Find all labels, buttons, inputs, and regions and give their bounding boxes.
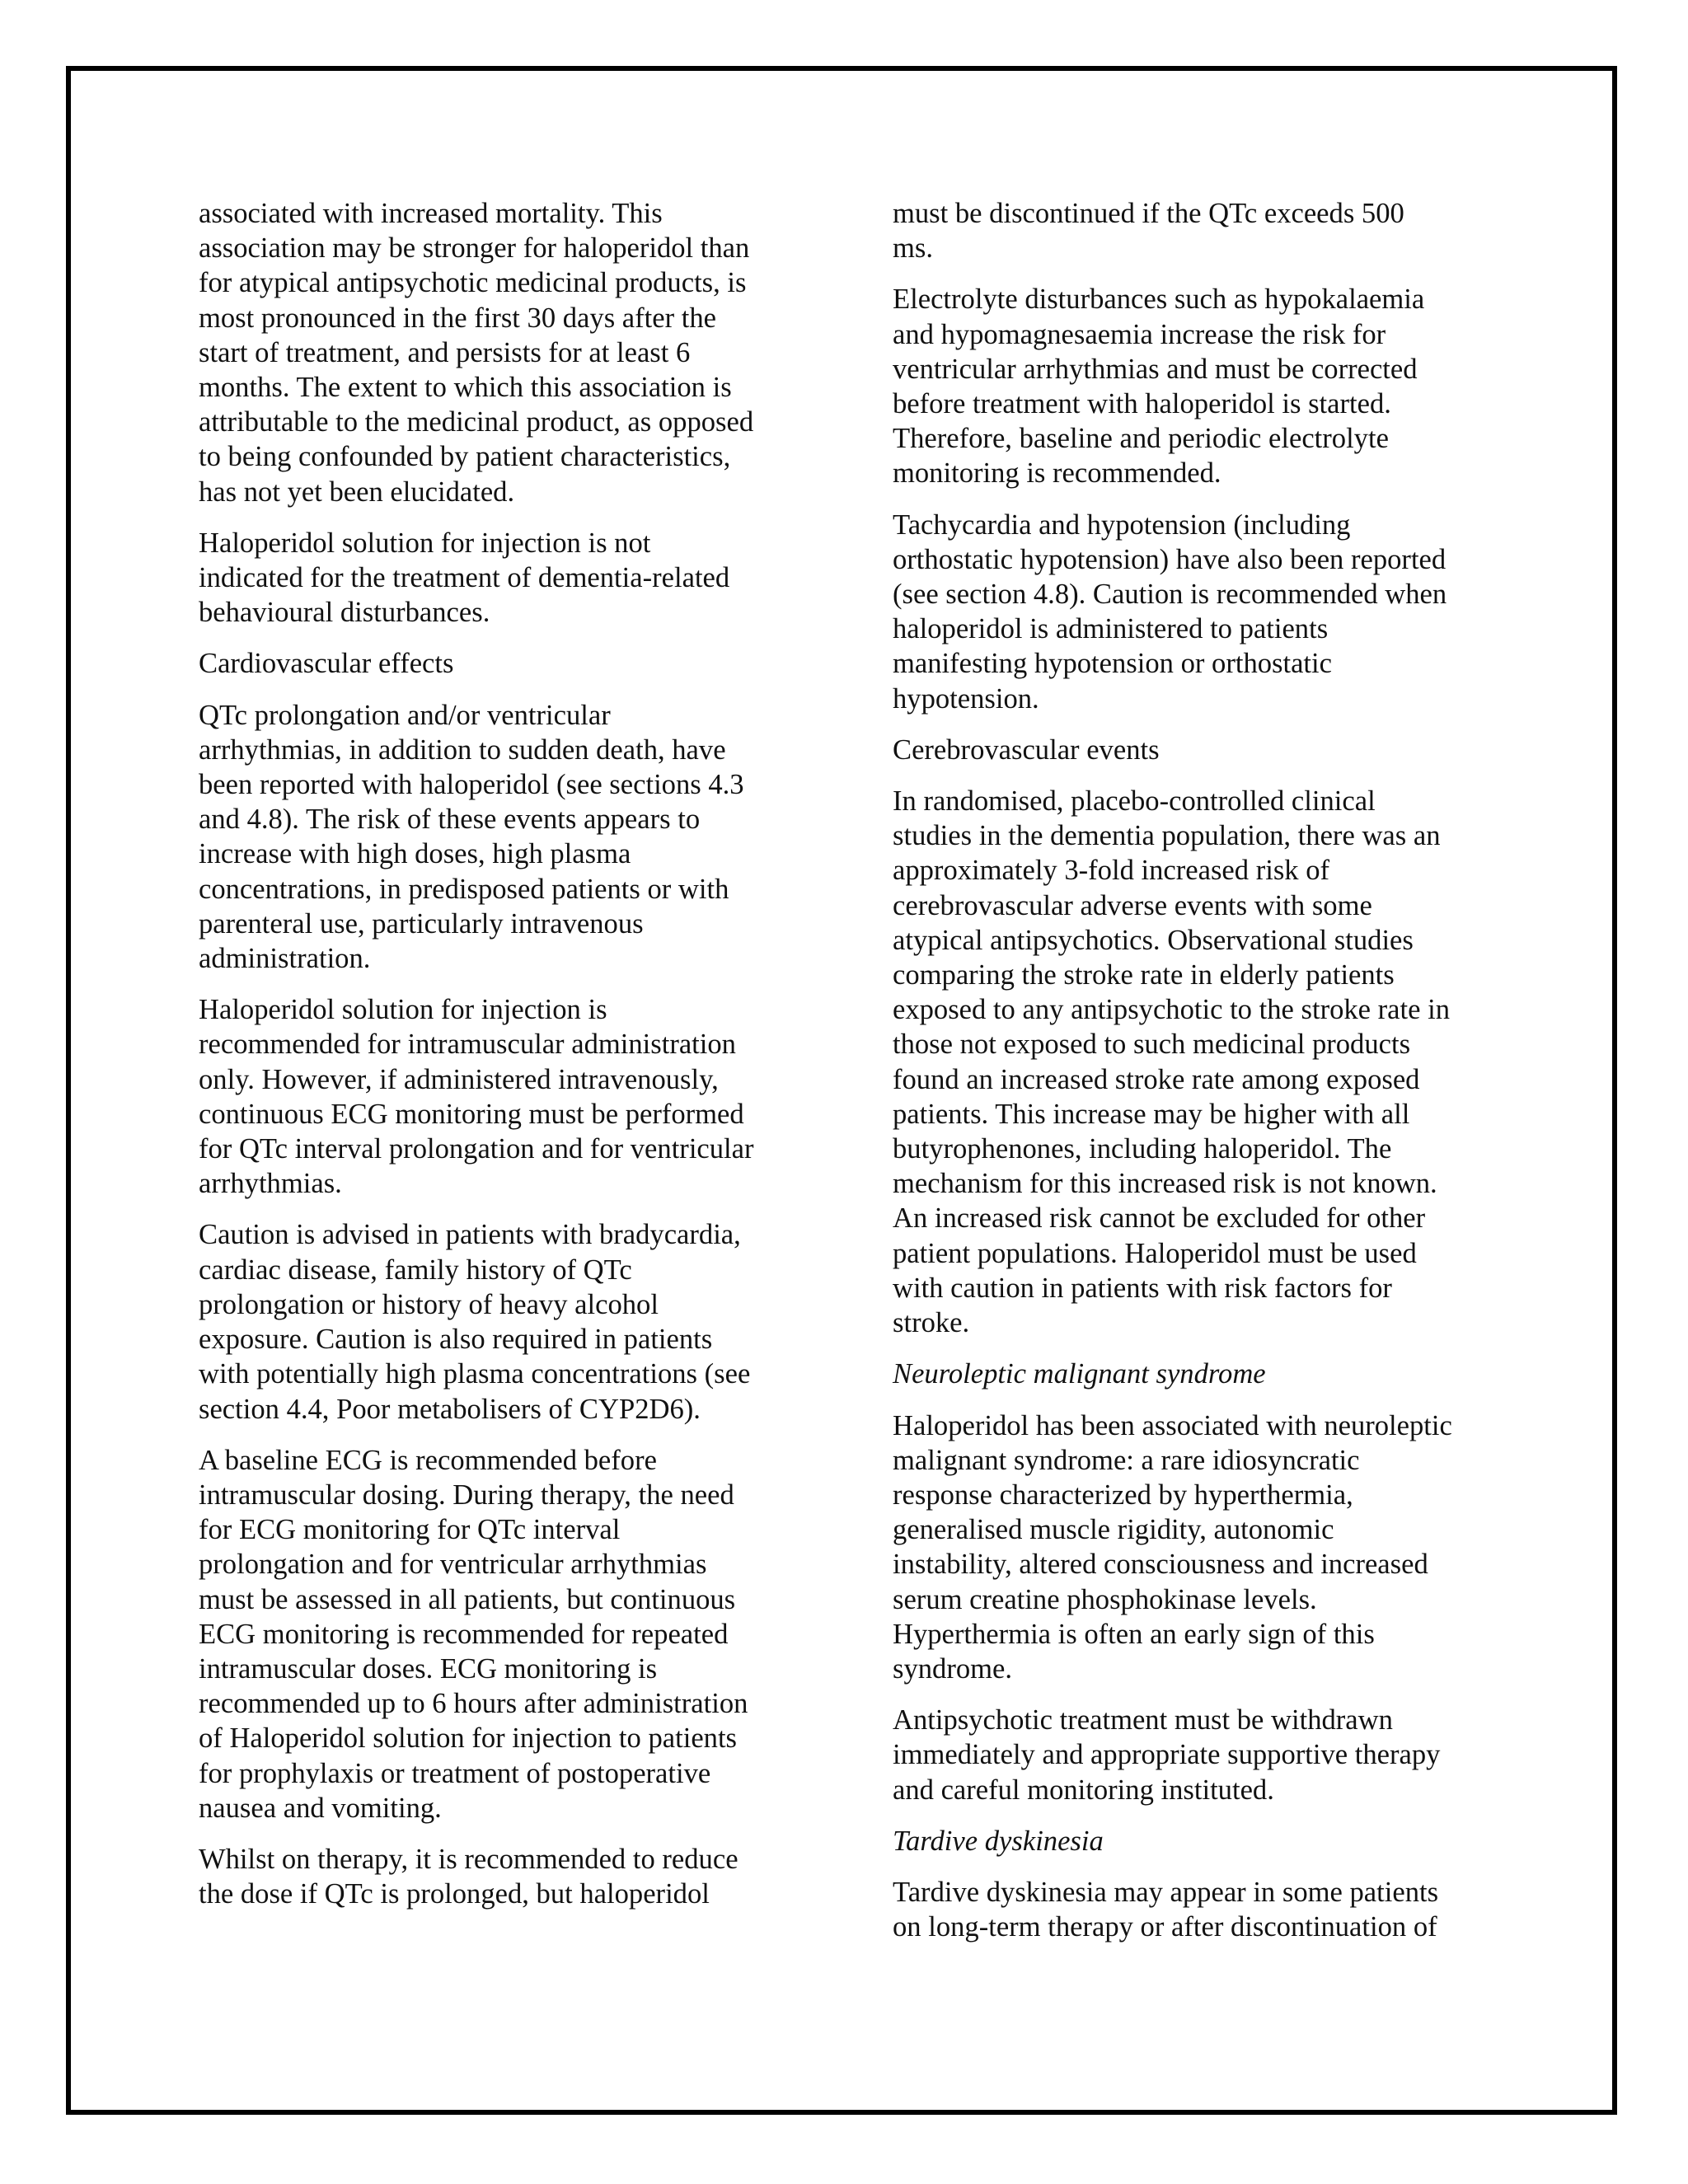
text-line: the dose if QTc is prolonged, but haloperidol xyxy=(199,1878,710,1910)
paragraph-stroke-risk xyxy=(893,784,1503,1340)
text-line: Therefore, baseline and periodic electrolyte xyxy=(893,423,1389,455)
text-line: response characterized by hyperthermia, xyxy=(893,1479,1353,1511)
text-line: (see section 4.8). Caution is recommended when xyxy=(893,579,1447,611)
text-line: cerebrovascular adverse events with some xyxy=(893,889,1372,921)
text-line: most pronounced in the first 30 days after the xyxy=(199,302,717,334)
text-line: must be discontinued if the QTc exceeds 500 xyxy=(893,198,1404,229)
heading-cardiovascular-effects: Cardiovascular effects xyxy=(199,648,454,680)
text-line: intramuscular doses. ECG monitoring is xyxy=(199,1652,658,1685)
text-line: to being confounded by patient characteristics, xyxy=(199,441,731,473)
text-line: In randomised, placebo-controlled clinical xyxy=(893,785,1376,818)
text-line: A baseline ECG is recommended before xyxy=(199,1444,657,1476)
text-line: ms. xyxy=(893,232,933,265)
text-line: prolongation or history of heavy alcohol xyxy=(199,1288,659,1320)
text-line: only. However, if administered intravenously, xyxy=(199,1063,719,1095)
text-line: arrhythmias, in addition to sudden death, have xyxy=(199,733,726,766)
text-line: Antipsychotic treatment must be withdrawn xyxy=(893,1704,1393,1736)
right-column xyxy=(893,196,1503,1961)
heading-neuroleptic-malignant-syndrome: Neuroleptic malignant syndrome xyxy=(893,1358,1266,1390)
text-line: atypical antipsychotics. Observational studies xyxy=(893,924,1414,956)
text-line: QTc prolongation and/or ventricular xyxy=(199,699,611,731)
text-line: arrhythmias. xyxy=(199,1168,342,1200)
text-line: administration. xyxy=(199,943,371,975)
text-line: indicated for the treatment of dementia-related xyxy=(199,562,730,594)
paragraph-dementia-injection xyxy=(199,526,809,630)
paragraph-reduce-dose xyxy=(199,1842,809,1911)
paragraph-caution-bradycardia xyxy=(199,1217,809,1426)
text-line: section 4.4, Poor metabolisers of CYP2D6). xyxy=(199,1393,701,1425)
text-line: Electrolyte disturbances such as hypokalaemia xyxy=(893,284,1425,316)
text-line: and hypomagnesaemia increase the risk for xyxy=(893,318,1386,350)
heading-cerebrovascular-events: Cerebrovascular events xyxy=(893,733,1160,766)
text-line: must be assessed in all patients, but continuous xyxy=(199,1583,736,1615)
text-line: increase with high doses, high plasma xyxy=(199,838,631,870)
text-line: Hyperthermia is often an early sign of this xyxy=(893,1618,1375,1650)
text-line: for QTc interval prolongation and for ventricular xyxy=(199,1133,754,1165)
text-line: of Haloperidol solution for injection to patients xyxy=(199,1722,738,1755)
paragraph-qtc-prolongation xyxy=(199,698,809,977)
text-line: and careful monitoring instituted. xyxy=(893,1774,1274,1806)
text-line: comparing the stroke rate in elderly patients xyxy=(893,959,1395,991)
text-line: for atypical antipsychotic medicinal products, is xyxy=(199,267,747,299)
text-line: immediately and appropriate supportive therapy xyxy=(893,1739,1441,1771)
text-line: mechanism for this increased risk is not known. xyxy=(893,1168,1437,1200)
text-line: Haloperidol solution for injection is xyxy=(199,994,607,1026)
text-line: Tardive dyskinesia may appear in some patients xyxy=(893,1876,1439,1908)
left-column xyxy=(199,196,809,1928)
text-line: Haloperidol has been associated with neuroleptic xyxy=(893,1409,1452,1441)
text-line: ventricular arrhythmias and must be corrected xyxy=(893,353,1418,385)
paragraph-baseline-ecg xyxy=(199,1443,809,1825)
text-line: recommended up to 6 hours after administration xyxy=(199,1688,748,1720)
text-line: for prophylaxis or treatment of postoperative xyxy=(199,1757,711,1789)
text-line: continuous ECG monitoring must be performed xyxy=(199,1098,744,1130)
text-line: hypotension. xyxy=(893,682,1039,715)
text-line: malignant syndrome: a rare idiosyncratic xyxy=(893,1444,1360,1476)
text-line: exposed to any antipsychotic to the stroke rate in xyxy=(893,994,1451,1026)
text-line: serum creatine phosphokinase levels. xyxy=(893,1583,1317,1615)
text-line: intramuscular dosing. During therapy, the need xyxy=(199,1479,734,1511)
text-line: association may be stronger for haloperidol than xyxy=(199,232,750,265)
text-line: studies in the dementia population, there was an xyxy=(893,820,1441,852)
text-line: butyrophenones, including haloperidol. The xyxy=(893,1133,1392,1165)
text-line: approximately 3-fold increased risk of xyxy=(893,855,1330,887)
text-line: before treatment with haloperidol is started. xyxy=(893,388,1391,420)
paragraph-nms-description xyxy=(893,1408,1503,1687)
text-line: concentrations, in predisposed patients or with xyxy=(199,873,729,905)
text-line: haloperidol is administered to patients xyxy=(893,613,1329,645)
text-line: nausea and vomiting. xyxy=(199,1792,442,1824)
paragraph-tachycardia-hypotension xyxy=(893,508,1503,716)
text-line: An increased risk cannot be excluded for other xyxy=(893,1202,1426,1235)
text-line: for ECG monitoring for QTc interval xyxy=(199,1514,621,1546)
text-line: recommended for intramuscular administration xyxy=(199,1029,736,1061)
heading-tardive-dyskinesia: Tardive dyskinesia xyxy=(893,1825,1104,1857)
text-line: patient populations. Haloperidol must be used xyxy=(893,1237,1417,1269)
text-line: behavioural disturbances. xyxy=(199,597,490,629)
paragraph-discontinue-qtc xyxy=(893,196,1503,265)
text-line: with potentially high plasma concentrations (see xyxy=(199,1358,751,1390)
text-line: found an increased stroke rate among exposed xyxy=(893,1063,1420,1095)
text-line: those not exposed to such medicinal products xyxy=(893,1029,1411,1061)
text-line: stroke. xyxy=(893,1307,970,1339)
text-line: Haloperidol solution for injection is not xyxy=(199,527,651,559)
text-line: Whilst on therapy, it is recommended to reduce xyxy=(199,1843,738,1875)
text-line: exposure. Caution is also required in patients xyxy=(199,1324,713,1356)
paragraph-withdraw-treatment xyxy=(893,1703,1503,1807)
text-line: months. The extent to which this association is xyxy=(199,372,732,404)
text-line: monitoring is recommended. xyxy=(893,457,1221,490)
text-line: associated with increased mortality. This xyxy=(199,198,663,229)
text-line: start of treatment, and persists for at least 6 xyxy=(199,336,691,368)
text-line: parenteral use, particularly intravenous xyxy=(199,907,644,940)
text-line: orthostatic hypotension) have also been reported xyxy=(893,543,1447,575)
text-line: on long-term therapy or after discontinuation of xyxy=(893,1911,1437,1943)
paragraph-mortality xyxy=(199,196,809,509)
paragraph-electrolyte-disturbances xyxy=(893,282,1503,490)
paragraph-intramuscular-administration xyxy=(199,992,809,1201)
text-line: ECG monitoring is recommended for repeated xyxy=(199,1618,729,1650)
text-line: Tachycardia and hypotension (including xyxy=(893,509,1351,541)
text-line: Caution is advised in patients with bradycardia, xyxy=(199,1219,741,1251)
text-line: manifesting hypotension or orthostatic xyxy=(893,648,1332,680)
text-line: generalised muscle rigidity, autonomic xyxy=(893,1514,1334,1546)
text-line: attributable to the medicinal product, as opposed xyxy=(199,406,754,438)
text-line: cardiac disease, family history of QTc xyxy=(199,1254,632,1286)
text-line: prolongation and for ventricular arrhythmias xyxy=(199,1549,707,1581)
text-line: and 4.8). The risk of these events appears to xyxy=(199,804,701,836)
text-line: patients. This increase may be higher with all xyxy=(893,1098,1410,1130)
text-line: syndrome. xyxy=(893,1652,1013,1685)
text-line: has not yet been elucidated. xyxy=(199,476,515,508)
text-line: been reported with haloperidol (see sections 4.3 xyxy=(199,769,744,801)
paragraph-tardive-dyskinesia xyxy=(893,1875,1503,1944)
text-line: with caution in patients with risk factors for xyxy=(893,1272,1392,1304)
text-line: instability, altered consciousness and increased xyxy=(893,1549,1428,1581)
